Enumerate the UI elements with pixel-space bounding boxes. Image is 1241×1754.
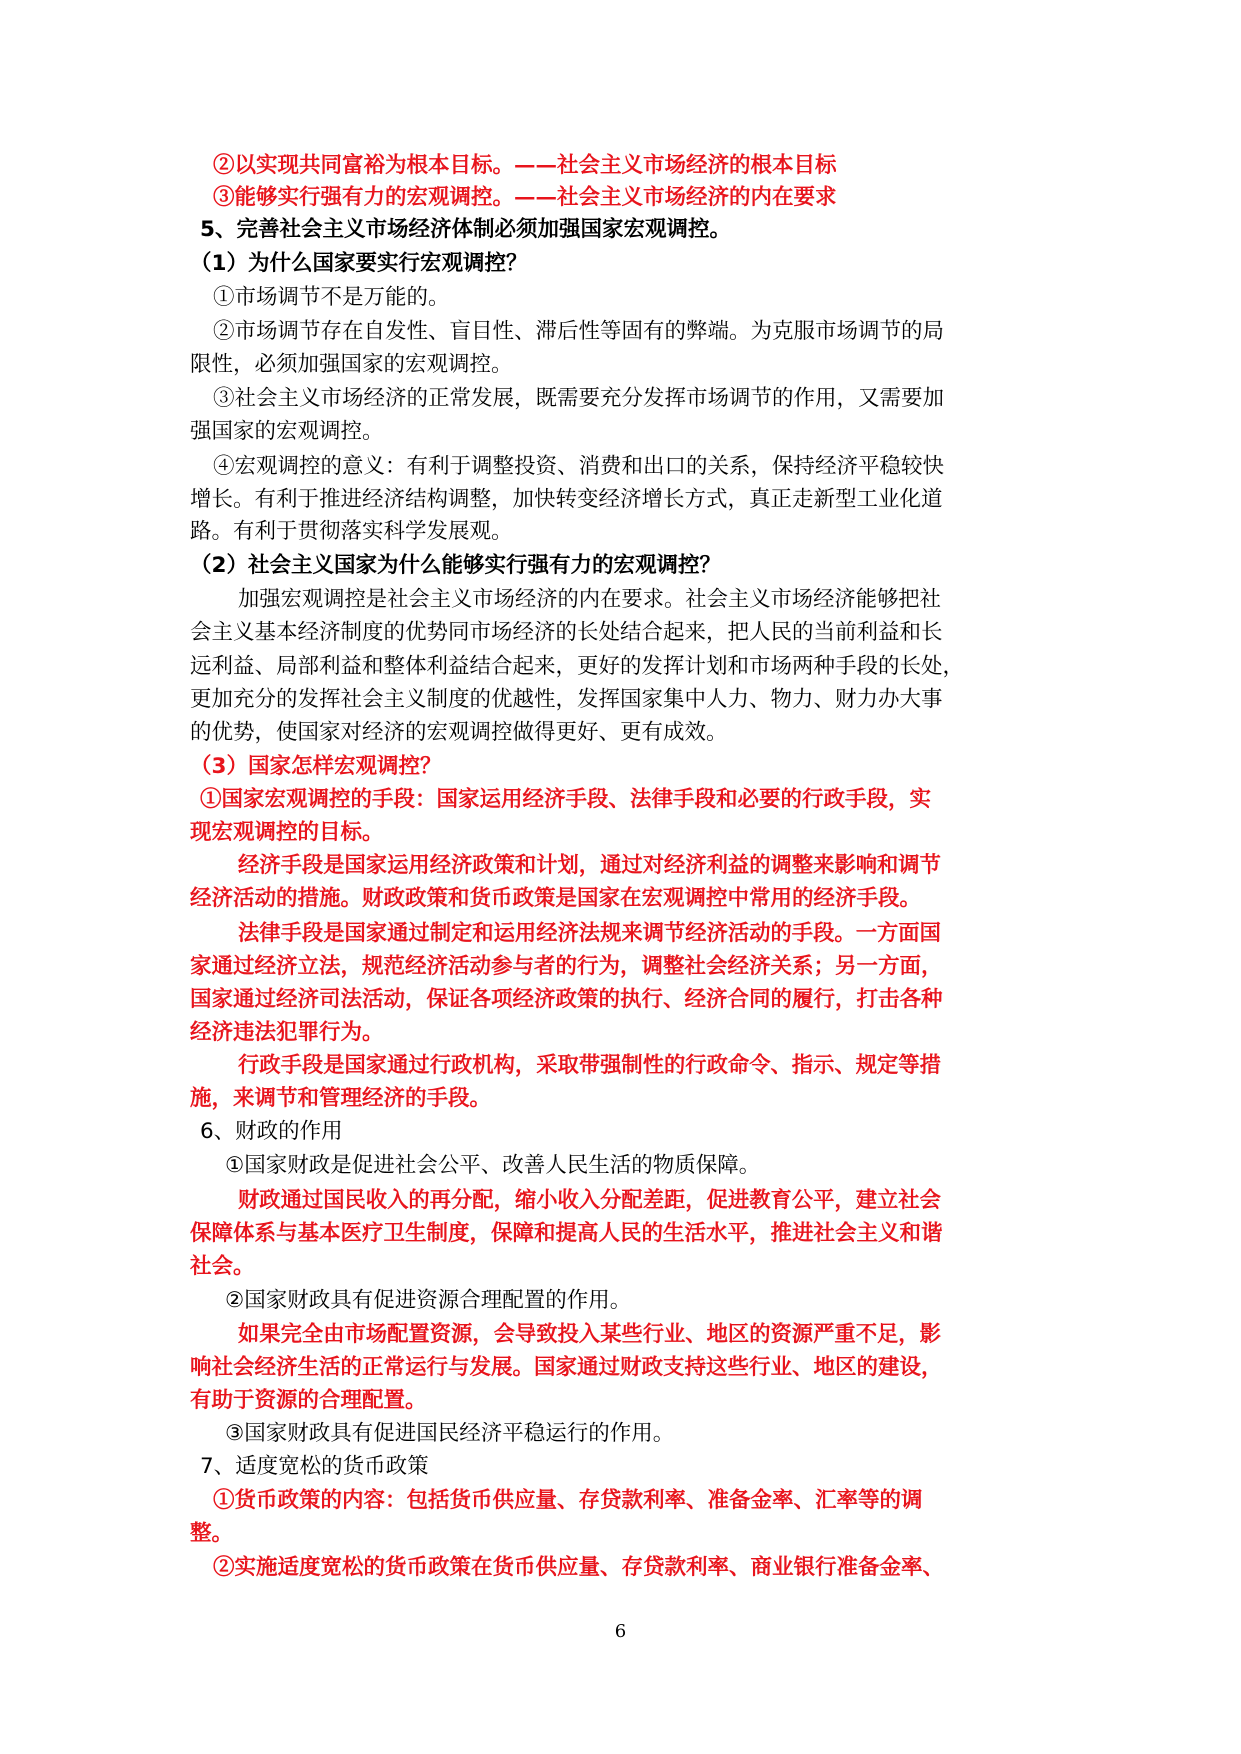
text-line: 如果完全由市场配置资源，会导致投入某些行业、地区的资源严重不足，影	[238, 1322, 941, 1347]
text-line: 路。有利于贯彻落实科学发展观。	[190, 519, 513, 544]
text-line: 加强宏观调控是社会主义市场经济的内在要求。社会主义市场经济能够把社	[238, 587, 941, 612]
text-line: ①市场调节不是万能的。	[213, 285, 450, 310]
text-line: ①国家宏观调控的手段：国家运用经济手段、法律手段和必要的行政手段，实	[200, 787, 932, 812]
text-line: 的优势，使国家对经济的宏观调控做得更好、更有成效。	[190, 720, 728, 745]
text-line: 会主义基本经济制度的优势同市场经济的长处结合起来，把人民的当前利益和长	[190, 620, 943, 645]
text-line: 经济违法犯罪行为。	[190, 1020, 384, 1045]
section-heading: 5、完善社会主义市场经济体制必须加强国家宏观调控。	[200, 217, 731, 242]
text-line: 社会。	[190, 1254, 255, 1279]
text-line: 家通过经济立法，规范经济活动参与者的行为，调整社会经济关系；另一方面，	[190, 954, 943, 979]
text-line: 国家通过经济司法活动，保证各项经济政策的执行、经济合同的履行，打击各种	[190, 987, 943, 1012]
text-line: ④宏观调控的意义：有利于调整投资、消费和出口的关系，保持经济平稳较快	[213, 454, 945, 479]
text-line: ①货币政策的内容：包括货币供应量、存贷款利率、准备金率、汇率等的调	[213, 1488, 923, 1513]
text-line: ③国家财政具有促进国民经济平稳运行的作用。	[225, 1421, 675, 1446]
text-line: 远利益、局部利益和整体利益结合起来，更好的发挥计划和市场两种手段的长处，	[190, 654, 965, 679]
text-line: 法律手段是国家通过制定和运用经济法规来调节经济活动的手段。一方面国	[238, 921, 941, 946]
text-line: 更加充分的发挥社会主义制度的优越性，发挥国家集中人力、物力、财力办大事	[190, 687, 943, 712]
text-line: ②以实现共同富裕为根本目标。——社会主义市场经济的根本目标	[213, 153, 837, 178]
text-line: 施，来调节和管理经济的手段。	[190, 1086, 492, 1111]
section-heading: 7、适度宽松的货币政策	[200, 1454, 429, 1479]
text-line: 保障体系与基本医疗卫生制度，保障和提高人民的生活水平，推进社会主义和谐	[190, 1221, 943, 1246]
text-line: 响社会经济生活的正常运行与发展。国家通过财政支持这些行业、地区的建设，	[190, 1355, 943, 1380]
text-line: 限性，必须加强国家的宏观调控。	[190, 352, 513, 377]
section-heading: 6、财政的作用	[200, 1119, 343, 1144]
text-line: ②实施适度宽松的货币政策在货币供应量、存贷款利率、商业银行准备金率、	[213, 1555, 945, 1580]
subsection-heading: （2）社会主义国家为什么能够实行强有力的宏观调控？	[190, 553, 721, 578]
text-line: ①国家财政是促进社会公平、改善人民生活的物质保障。	[225, 1153, 761, 1178]
text-line: 增长。有利于推进经济结构调整，加快转变经济增长方式，真正走新型工业化道	[190, 487, 943, 512]
text-line: 行政手段是国家通过行政机构，采取带强制性的行政命令、指示、规定等措	[238, 1053, 941, 1078]
text-line: ③社会主义市场经济的正常发展，既需要充分发挥市场调节的作用，又需要加	[213, 386, 945, 411]
text-line: 财政通过国民收入的再分配，缩小收入分配差距，促进教育公平，建立社会	[238, 1188, 941, 1213]
page-number: 6	[614, 1621, 627, 1642]
subsection-heading: （1）为什么国家要实行宏观调控？	[190, 251, 528, 276]
text-line: 强国家的宏观调控。	[190, 419, 384, 444]
text-line: ②市场调节存在自发性、盲目性、滞后性等固有的弊端。为克服市场调节的局	[213, 319, 945, 344]
text-line: 经济手段是国家运用经济政策和计划，通过对经济利益的调整来影响和调节	[238, 853, 941, 878]
text-line: 经济活动的措施。财政政策和货币政策是国家在宏观调控中常用的经济手段。	[190, 886, 922, 911]
text-line: ②国家财政具有促进资源合理配置的作用。	[225, 1288, 632, 1313]
text-line: ③能够实行强有力的宏观调控。——社会主义市场经济的内在要求	[213, 185, 837, 210]
text-line: 有助于资源的合理配置。	[190, 1388, 427, 1413]
subsection-heading: （3）国家怎样宏观调控？	[190, 754, 442, 779]
text-line: 现宏观调控的目标。	[190, 820, 384, 845]
text-line: 整。	[190, 1521, 234, 1546]
